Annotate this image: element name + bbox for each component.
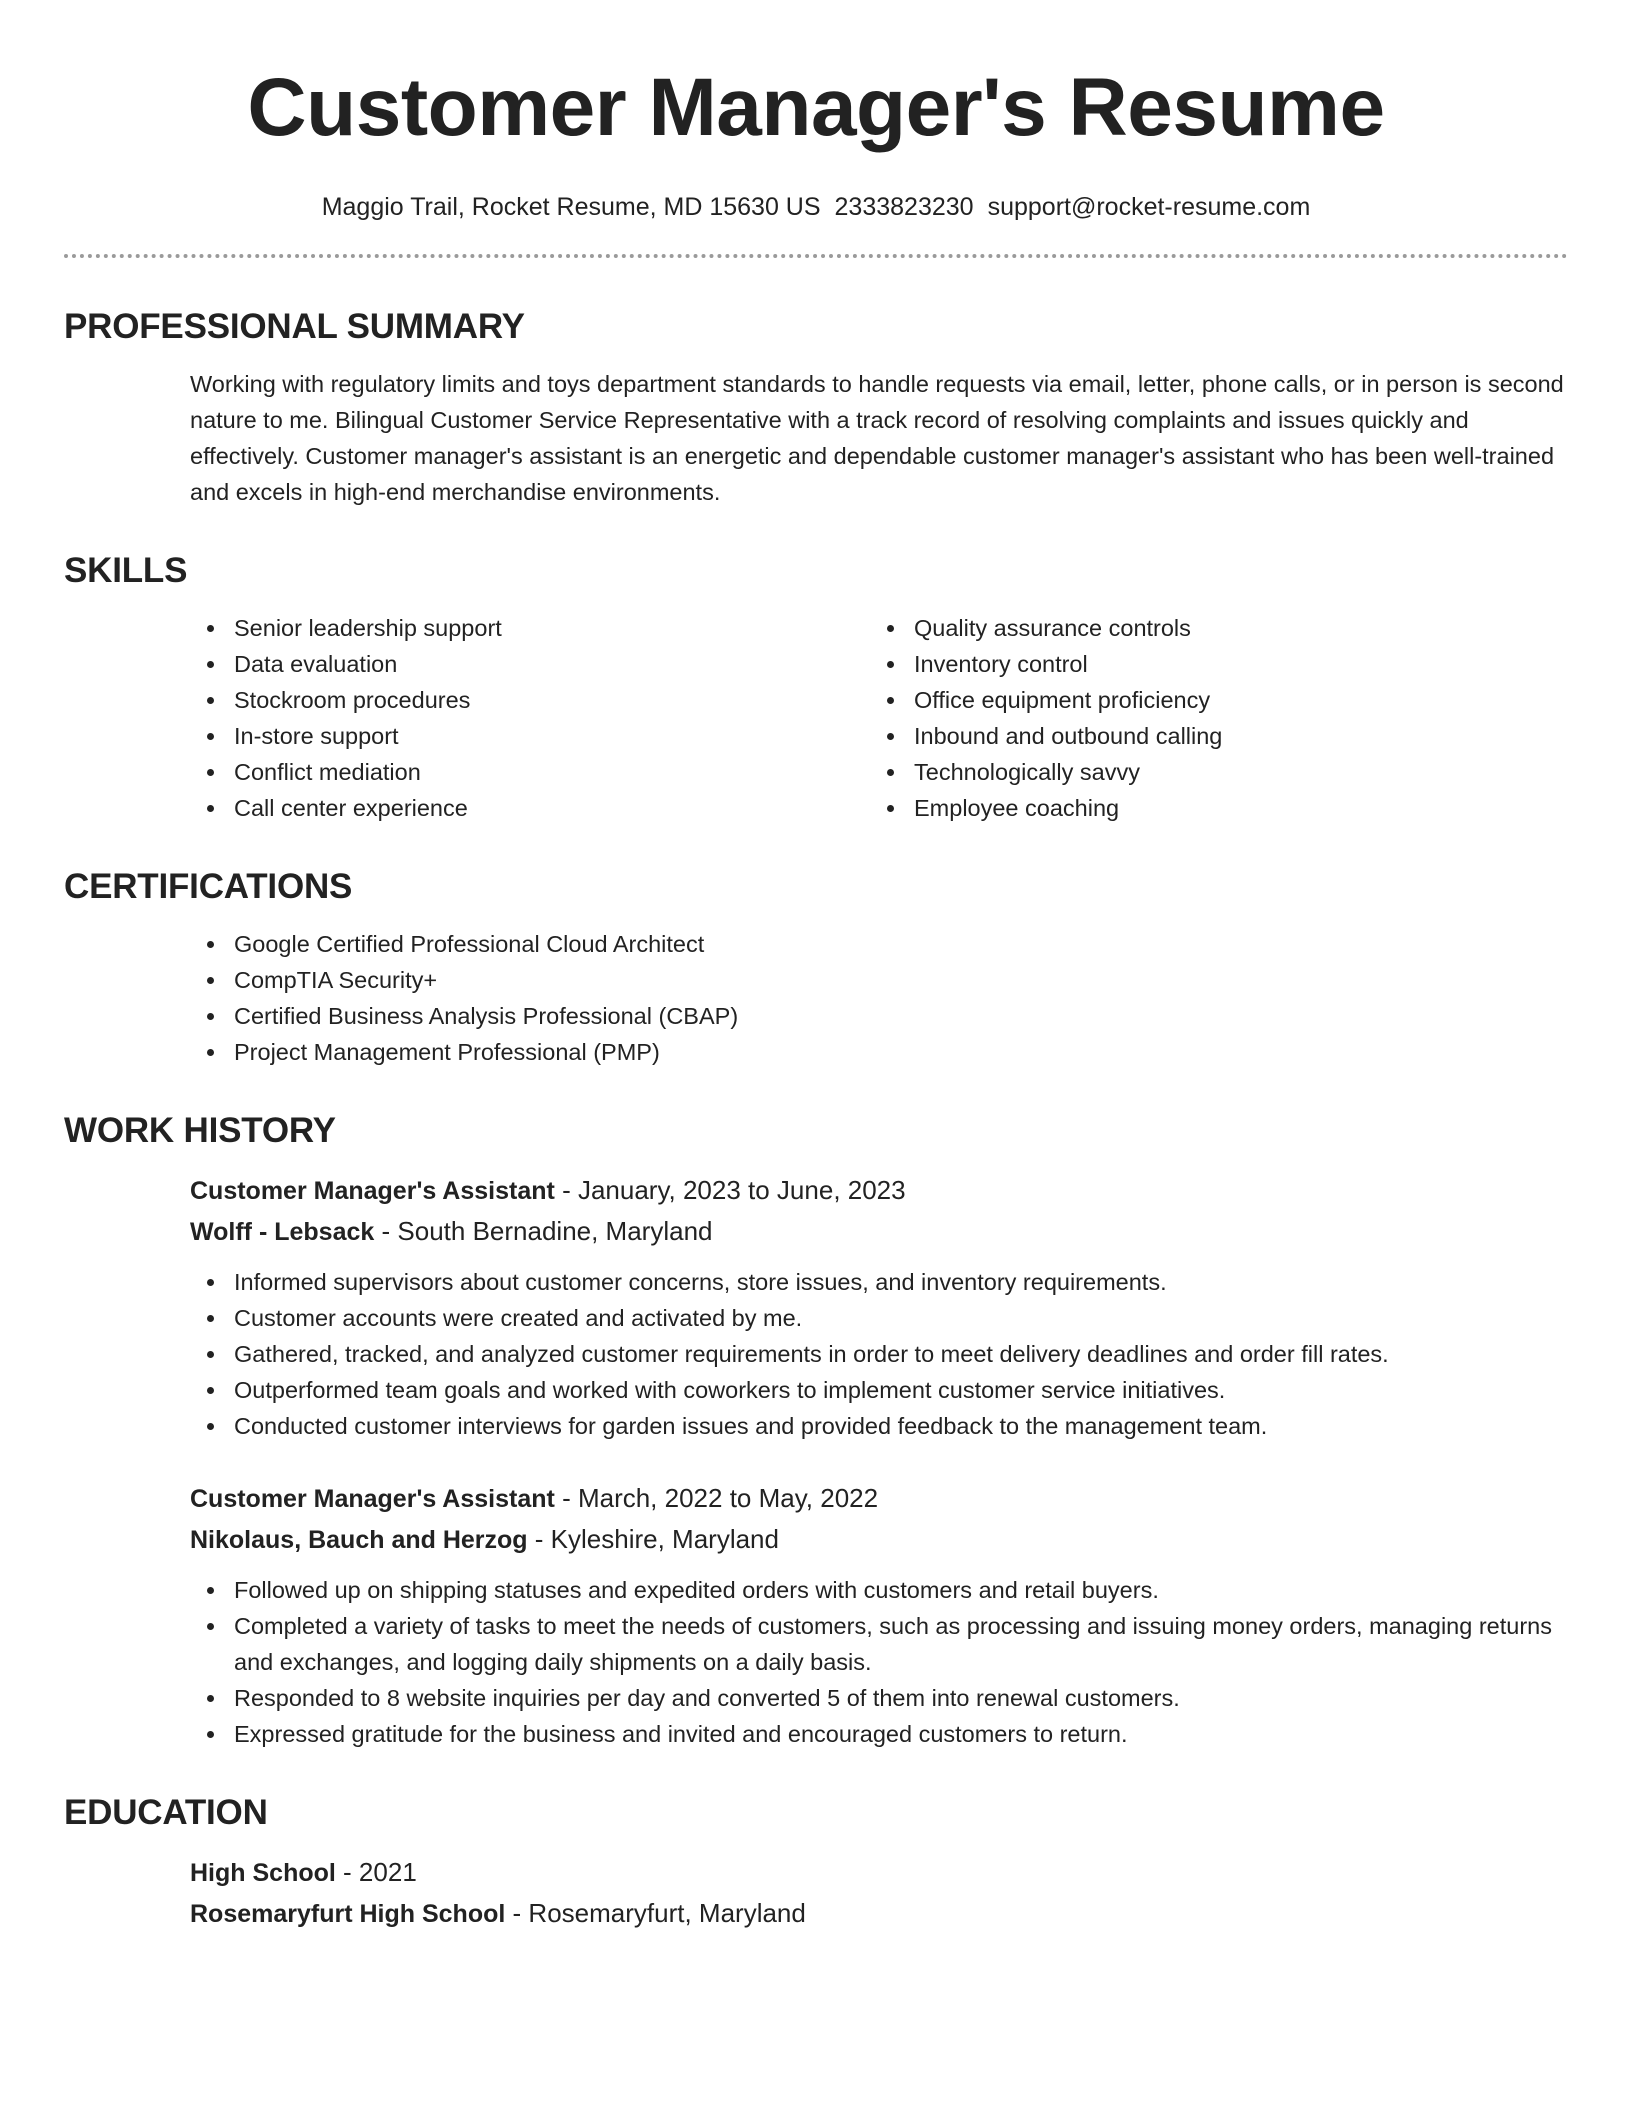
- contact-address: Maggio Trail, Rocket Resume, MD 15630 US: [321, 193, 821, 221]
- resume-page: [64, 0, 1568, 1934]
- resume-title: Customer Manager's Resume: [247, 62, 1385, 153]
- job-company-line: [190, 1211, 1568, 1252]
- job-title: Customer Manager's Assistant: [190, 1485, 555, 1513]
- skill-item: In-store support: [190, 718, 870, 754]
- work-history-section: [64, 1110, 1568, 1752]
- skill-item: Data evaluation: [190, 646, 870, 682]
- contact-phone: 2333823230: [834, 193, 974, 221]
- education-year: - 2021: [335, 1857, 417, 1887]
- job-entry: [190, 1478, 1568, 1752]
- job-duty-item: Conducted customer interviews for garden issues and provided feedback to the management team.: [190, 1408, 1568, 1444]
- job-location: - South Bernadine, Maryland: [374, 1216, 713, 1246]
- education-degree-line: [190, 1852, 1568, 1893]
- education-school: Rosemaryfurt High School: [190, 1900, 506, 1928]
- contact-email: support@rocket-resume.com: [987, 193, 1311, 221]
- certifications-list: [190, 926, 1568, 1070]
- job-duty-item: Outperformed team goals and worked with coworkers to implement customer service initiatives.: [190, 1372, 1568, 1408]
- job-dates: - March, 2022 to May, 2022: [554, 1483, 879, 1513]
- skill-item: Quality assurance controls: [870, 610, 1550, 646]
- skill-item: Call center experience: [190, 790, 870, 826]
- education-school-line: [190, 1893, 1568, 1934]
- job-duties-list: [190, 1264, 1568, 1444]
- certifications-section: [64, 866, 1568, 1070]
- skills-list-right: [870, 610, 1550, 826]
- education-section: [64, 1792, 1568, 1934]
- job-duty-item: Responded to 8 website inquiries per day and converted 5 of them into renewal customers.: [190, 1680, 1568, 1716]
- job-duty-item: Informed supervisors about customer concerns, store issues, and inventory requirements.: [190, 1264, 1568, 1300]
- summary-heading: PROFESSIONAL SUMMARY: [64, 307, 525, 346]
- skill-item: Employee coaching: [870, 790, 1550, 826]
- certification-item: Project Management Professional (PMP): [190, 1034, 1568, 1070]
- skill-item: Inventory control: [870, 646, 1550, 682]
- job-title-line: [190, 1170, 1568, 1211]
- job-company: Nikolaus, Bauch and Herzog: [190, 1526, 528, 1554]
- skill-item: Conflict mediation: [190, 754, 870, 790]
- skill-item: Inbound and outbound calling: [870, 718, 1550, 754]
- job-title: Customer Manager's Assistant: [190, 1177, 555, 1205]
- certification-item: Google Certified Professional Cloud Architect: [190, 926, 1568, 962]
- job-company-line: [190, 1519, 1568, 1560]
- job-duty-item: Followed up on shipping statuses and expedited orders with customers and retail buyers.: [190, 1572, 1568, 1608]
- job-duty-item: Completed a variety of tasks to meet the needs of customers, such as processing and issuing money orders, managing returns and exchanges, and logging daily shipments on a daily basis.: [190, 1608, 1568, 1680]
- job-duties-list: [190, 1572, 1568, 1752]
- contact-info: [64, 192, 1568, 222]
- job-entry: [190, 1170, 1568, 1444]
- job-company: Wolff - Lebsack: [190, 1218, 375, 1246]
- skills-heading: SKILLS: [64, 551, 188, 590]
- job-duty-item: Customer accounts were created and activated by me.: [190, 1300, 1568, 1336]
- job-dates: - January, 2023 to June, 2023: [554, 1175, 906, 1205]
- education-degree: High School: [190, 1859, 336, 1887]
- summary-section: [64, 306, 1568, 510]
- certification-item: CompTIA Security+: [190, 962, 1568, 998]
- header-divider: [64, 254, 1568, 258]
- summary-text: Working with regulatory limits and toys department standards to handle requests via email, letter, phone calls, or in person is second nature to me. Bilingual Customer Service Representative with a track record of resolving complaints and issues quickly and effectively. Customer manager's assistant is an energetic and dependable customer manager's assistant who has been well-trained and excels in high-end merchandise environments.: [190, 371, 1564, 505]
- work-history-heading: WORK HISTORY: [64, 1111, 336, 1150]
- education-heading: EDUCATION: [64, 1793, 268, 1832]
- skill-item: Office equipment proficiency: [870, 682, 1550, 718]
- job-duty-item: Gathered, tracked, and analyzed customer requirements in order to meet delivery deadlines and order fill rates.: [190, 1336, 1568, 1372]
- certification-item: Certified Business Analysis Professional (CBAP): [190, 998, 1568, 1034]
- job-duty-item: Expressed gratitude for the business and invited and encouraged customers to return.: [190, 1716, 1568, 1752]
- job-title-line: [190, 1478, 1568, 1519]
- skills-section: [64, 550, 1568, 826]
- certifications-heading: CERTIFICATIONS: [64, 867, 353, 906]
- skill-item: Technologically savvy: [870, 754, 1550, 790]
- skill-item: Senior leadership support: [190, 610, 870, 646]
- skill-item: Stockroom procedures: [190, 682, 870, 718]
- skills-list-left: [190, 610, 870, 826]
- job-location: - Kyleshire, Maryland: [527, 1524, 779, 1554]
- education-location: - Rosemaryfurt, Maryland: [505, 1898, 806, 1928]
